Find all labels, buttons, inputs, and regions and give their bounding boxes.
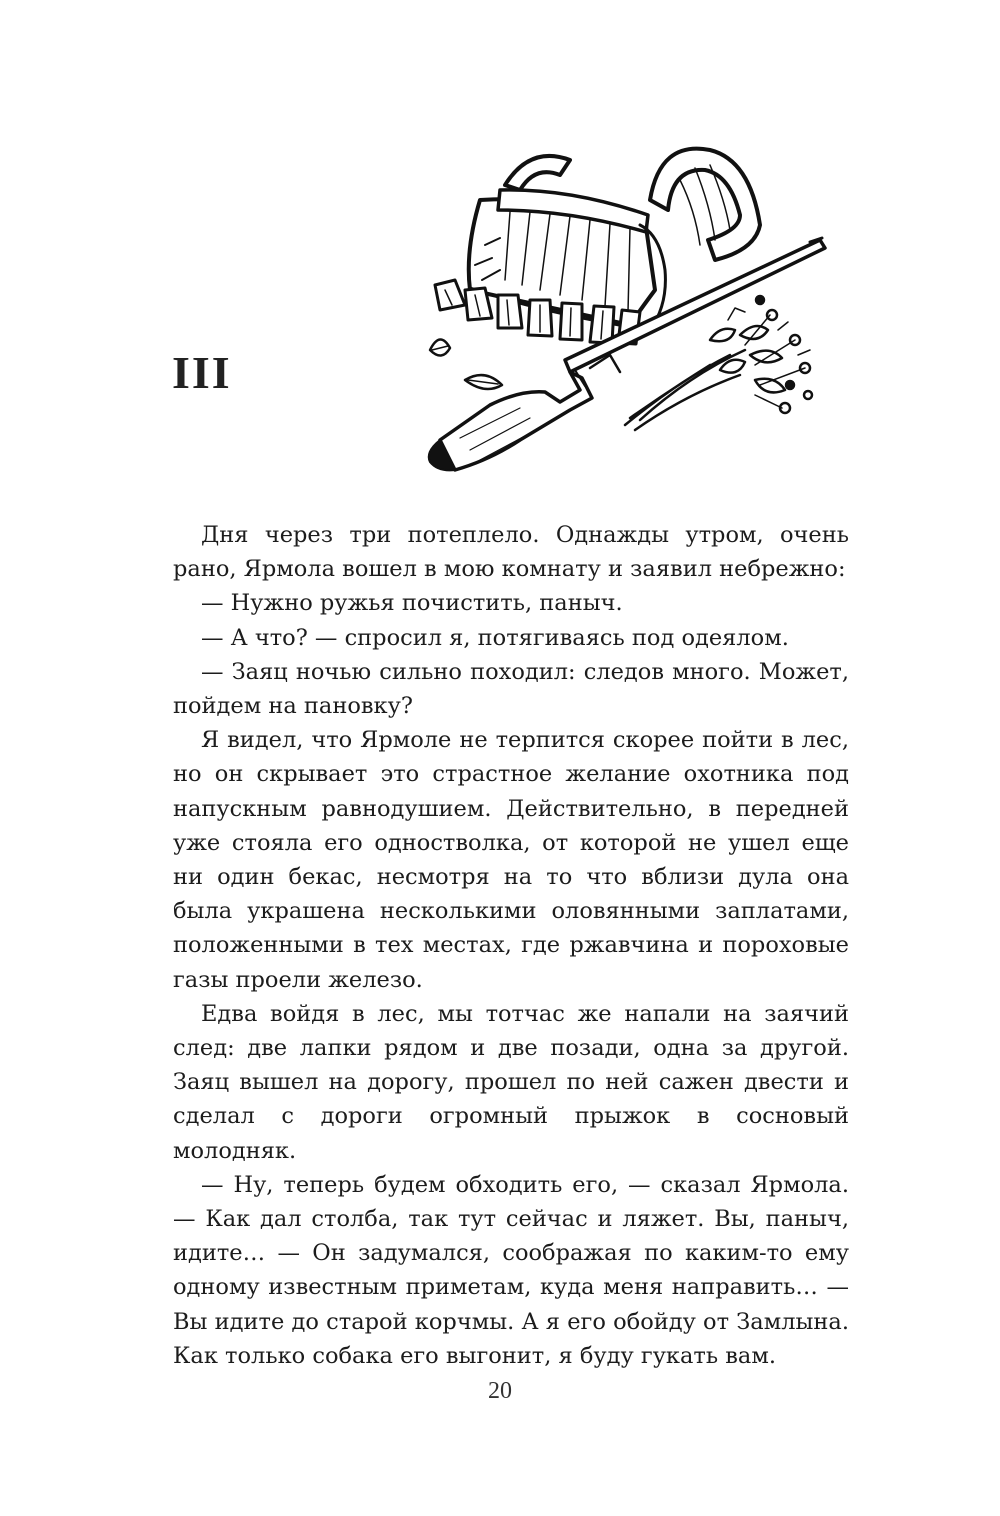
paragraph: — Нужно ружья почистить, паныч.	[201, 590, 623, 617]
hunting-gear-illustration	[410, 140, 850, 490]
falling-leaves	[430, 339, 502, 389]
paragraph: — А что? — спросил я, потягиваясь под одеялом.	[201, 624, 789, 651]
herb-bunch	[625, 296, 812, 430]
paragraph: — Заяц ночью сильно походил: следов много. Может, пойдем на пановку?	[173, 658, 849, 720]
paragraph: Дня через три потеплело. Однажды утром, очень рано, Ярмола вошел в мою комнату и заявил небрежно:	[173, 522, 849, 583]
paragraph: Я видел, что Ярмоле не терпится скорее пойти в лес, но он скрывает это страстное желание охотника под напускным равнодушием. Действительно, в передней уже стояла его одностволка, от которой не ушел еще ни один бекас, несмотря на то что вблизи дула она была украшена несколькими оловянными заплатами, положенными в тех местах, где ржавчина и пороховые газы проели железо.	[173, 727, 849, 993]
page-number: 20	[488, 1378, 512, 1404]
chapter-number: III	[172, 347, 232, 398]
paragraph: — Ну, теперь будем обходить его, — сказал Ярмола. — Как дал столба, так тут сейчас и ляжет. Вы, паныч, идите… — Он задумался, соображая по каким-то ему одному известным приметам, куда меня направить… — Вы идите до старой корчмы. А я его обойду от Замлына. Как только собака его выгонит, я буду гукать вам.	[173, 1171, 849, 1369]
chapter-text	[173, 518, 849, 1373]
paragraph: Едва войдя в лес, мы тотчас же напали на заячий след: две лапки рядом и две позади, одна за другой. Заяц вышел на дорогу, прошел по ней сажен двести и сделал с дороги огромный прыжок в сосновый молодняк.	[173, 1000, 849, 1164]
